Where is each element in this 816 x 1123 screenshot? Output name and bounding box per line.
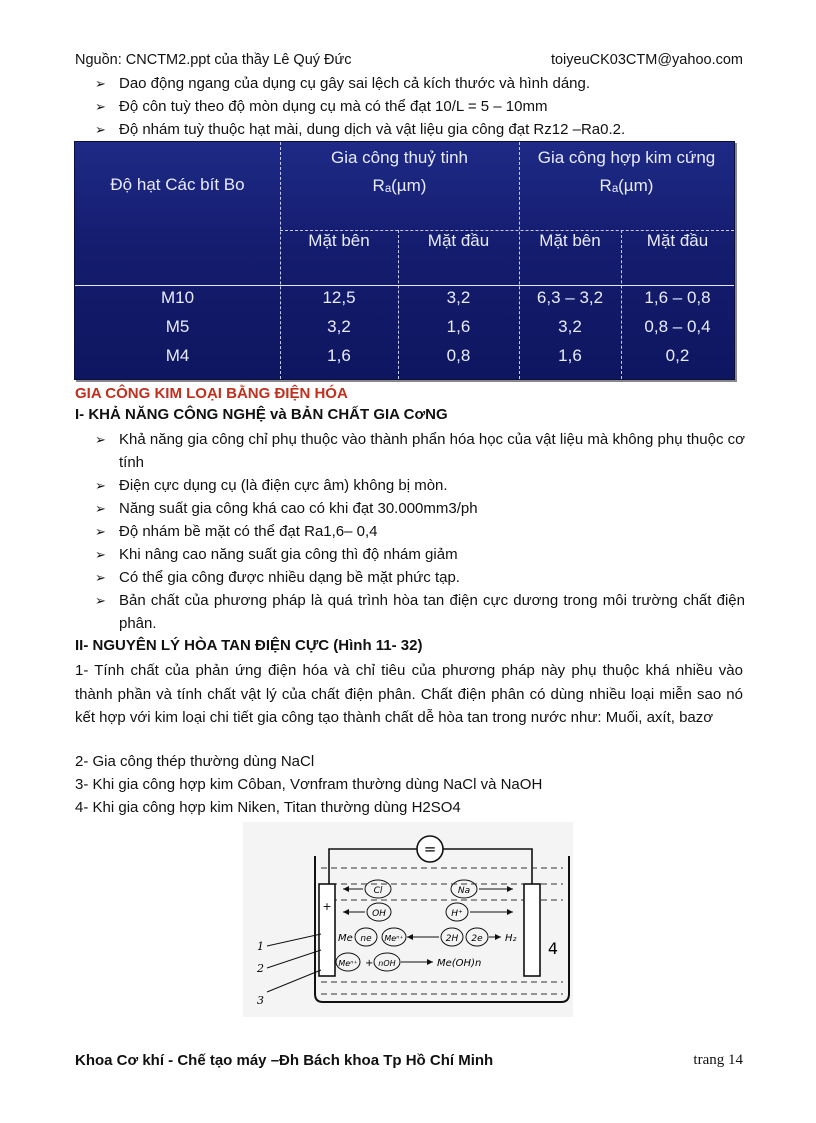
section2-title: II- NGUYÊN LÝ HÒA TAN ĐIỆN CỰC (Hình 11- 32): [75, 637, 423, 654]
header-email: toiyeuCK03CTM@yahoo.com: [550, 52, 743, 68]
col-header-face-1: Mặt đầu: [427, 231, 490, 250]
table-cell: 6,3 – 3,2: [536, 288, 604, 307]
col-header-glass: Gia công thuỷ tinh: [330, 148, 469, 167]
header-source: Nguồn: CNCTM2.ppt của thầy Lê Quý Đức: [75, 52, 352, 68]
list-item: ➢ Độ nhám bề mặt có thể đạt Ra1,6– 0,4: [95, 520, 745, 543]
list-item: ➢ Độ nhám tuỳ thuộc hạt mài, dung dịch và vật liệu gia công đạt Rz12 –Ra0.2.: [95, 118, 745, 141]
list-item: ➢ Năng suất gia công khá cao có khi đạt 30.000mm3/ph: [95, 497, 745, 520]
capability-bullet-list: [95, 428, 745, 635]
svg-text:2H: 2H: [445, 934, 459, 944]
roughness-table: [74, 141, 735, 380]
list-item: ➢ Có thể gia công được nhiều dạng bề mặt phức tạp.: [95, 566, 745, 589]
svg-text:+: +: [365, 958, 374, 969]
power-symbol: =: [423, 840, 437, 858]
footer-faculty: Khoa Cơ khí - Chế tạo máy –Đh Bách khoa Tp Hồ Chí Minh: [75, 1052, 494, 1069]
arrow-bullet-icon: ➢: [95, 122, 106, 137]
page-number: trang 14: [693, 1052, 743, 1068]
svg-text:1: 1: [257, 940, 264, 953]
table-cell: M4: [165, 346, 190, 365]
svg-text:H₂: H₂: [505, 933, 517, 944]
svg-text:Meⁿ⁺: Meⁿ⁺: [338, 959, 358, 968]
svg-text:Meⁿ⁺: Meⁿ⁺: [384, 934, 404, 943]
svg-text:3: 3: [257, 994, 264, 1007]
svg-text:Na: Na: [457, 886, 471, 896]
table-cell: 0,8 – 0,4: [644, 317, 711, 336]
label-4: 4: [547, 939, 559, 958]
col-header-glass-unit: Rₐ(µm): [372, 176, 427, 195]
table-cell: 1,6: [446, 317, 471, 336]
top-bullet-list: [95, 72, 745, 141]
table-cell: 1,6 – 0,8: [644, 288, 711, 307]
svg-text:OH: OH: [372, 909, 386, 919]
col-header-face-2: Mặt đầu: [646, 231, 709, 250]
table-cell: 12,5: [322, 288, 356, 307]
table-cell: 0,2: [665, 346, 690, 365]
section1-title: I- KHẢ NĂNG CÔNG NGHỆ và BẢN CHẤT GIA CơNG: [75, 406, 448, 423]
section-main-title: GIA CÔNG KIM LOẠI BẰNG ĐIỆN HÓA: [75, 385, 348, 402]
arrow-bullet-icon: ➢: [95, 570, 106, 585]
arrow-bullet-icon: ➢: [95, 76, 106, 91]
col-header-side-1: Mặt bên: [308, 231, 370, 250]
arrow-bullet-icon: ➢: [95, 524, 106, 539]
section2-item-3: 3- Khi gia công hợp kim Côban, Vơnfram thường dùng NaCl và NaOH: [75, 776, 543, 793]
svg-text:H⁺: H⁺: [451, 909, 463, 919]
table-cell: 1,6: [327, 346, 351, 365]
svg-text:ne: ne: [360, 934, 372, 944]
arrow-bullet-icon: ➢: [95, 593, 106, 608]
list-item: ➢ Dao động ngang của dụng cụ gây sai lệch cả kích thước và hình dáng.: [95, 72, 745, 95]
arrow-bullet-icon: ➢: [95, 432, 106, 447]
section2-paragraph: 1- Tính chất của phản ứng điện hóa và chỉ tiêu của phương pháp này phụ thuộc khá nhiều vào thành phần và tính chất vật lý của chất điện phân. Chất điện phân có dùng nhiều loại miễn sao nó kết hợp với kim loại chi tiết gia công tạo thành chất dễ hòa tan trong nước như: Muối, axít, bazơ: [75, 662, 743, 726]
svg-text:Cl: Cl: [373, 886, 383, 896]
col-header-alloy: Gia công hợp kim cứng: [537, 148, 716, 167]
col-header-grain: Độ hạt Các bít Bo: [110, 175, 245, 194]
table-cell: M5: [165, 317, 190, 336]
table-cell: 3,2: [446, 288, 471, 307]
svg-text:Me: Me: [338, 933, 353, 944]
col-header-alloy-unit: Rₐ(µm): [599, 176, 654, 195]
cathode-tool: [524, 884, 540, 976]
list-item: ➢ Khả năng gia công chỉ phụ thuộc vào thành phẩn hóa học của vật liệu mà không phụ thuộc cơ tính: [95, 428, 745, 474]
table-cell: 3,2: [558, 317, 582, 336]
svg-text:nOH: nOH: [378, 959, 396, 968]
arrow-bullet-icon: ➢: [95, 501, 106, 516]
svg-text:2e: 2e: [471, 934, 483, 944]
arrow-bullet-icon: ➢: [95, 99, 106, 114]
col-header-side-2: Mặt bên: [539, 231, 601, 250]
table-cell: 1,6: [558, 346, 582, 365]
electrolysis-diagram: [243, 822, 573, 1017]
table-cell: 0,8: [446, 346, 471, 365]
list-item: ➢ Độ côn tuỳ theo độ mòn dụng cụ mà có thể đạt 10/L = 5 – 10mm: [95, 95, 745, 118]
table-cell: M10: [160, 288, 195, 307]
section2-item-2: 2- Gia công thép thường dùng NaCl: [75, 753, 315, 770]
table-cell: 3,2: [327, 317, 351, 336]
section2-item-4: 4- Khi gia công hợp kim Niken, Titan thường dùng H2SO4: [75, 799, 461, 816]
list-item: ➢ Khi nâng cao năng suất gia công thì độ nhám giảm: [95, 543, 745, 566]
list-item: ➢ Điện cực dụng cụ (là điện cực âm) không bị mòn.: [95, 474, 745, 497]
svg-text:+: +: [322, 900, 332, 913]
arrow-bullet-icon: ➢: [95, 478, 106, 493]
svg-text:Me(OH)n: Me(OH)n: [437, 958, 482, 969]
arrow-bullet-icon: ➢: [95, 547, 106, 562]
list-item: ➢ Bản chất của phương pháp là quá trình hòa tan điện cực dương trong môi trường chất điện phân.: [95, 589, 745, 635]
anode-workpiece: [319, 884, 335, 976]
svg-text:2: 2: [257, 962, 264, 975]
